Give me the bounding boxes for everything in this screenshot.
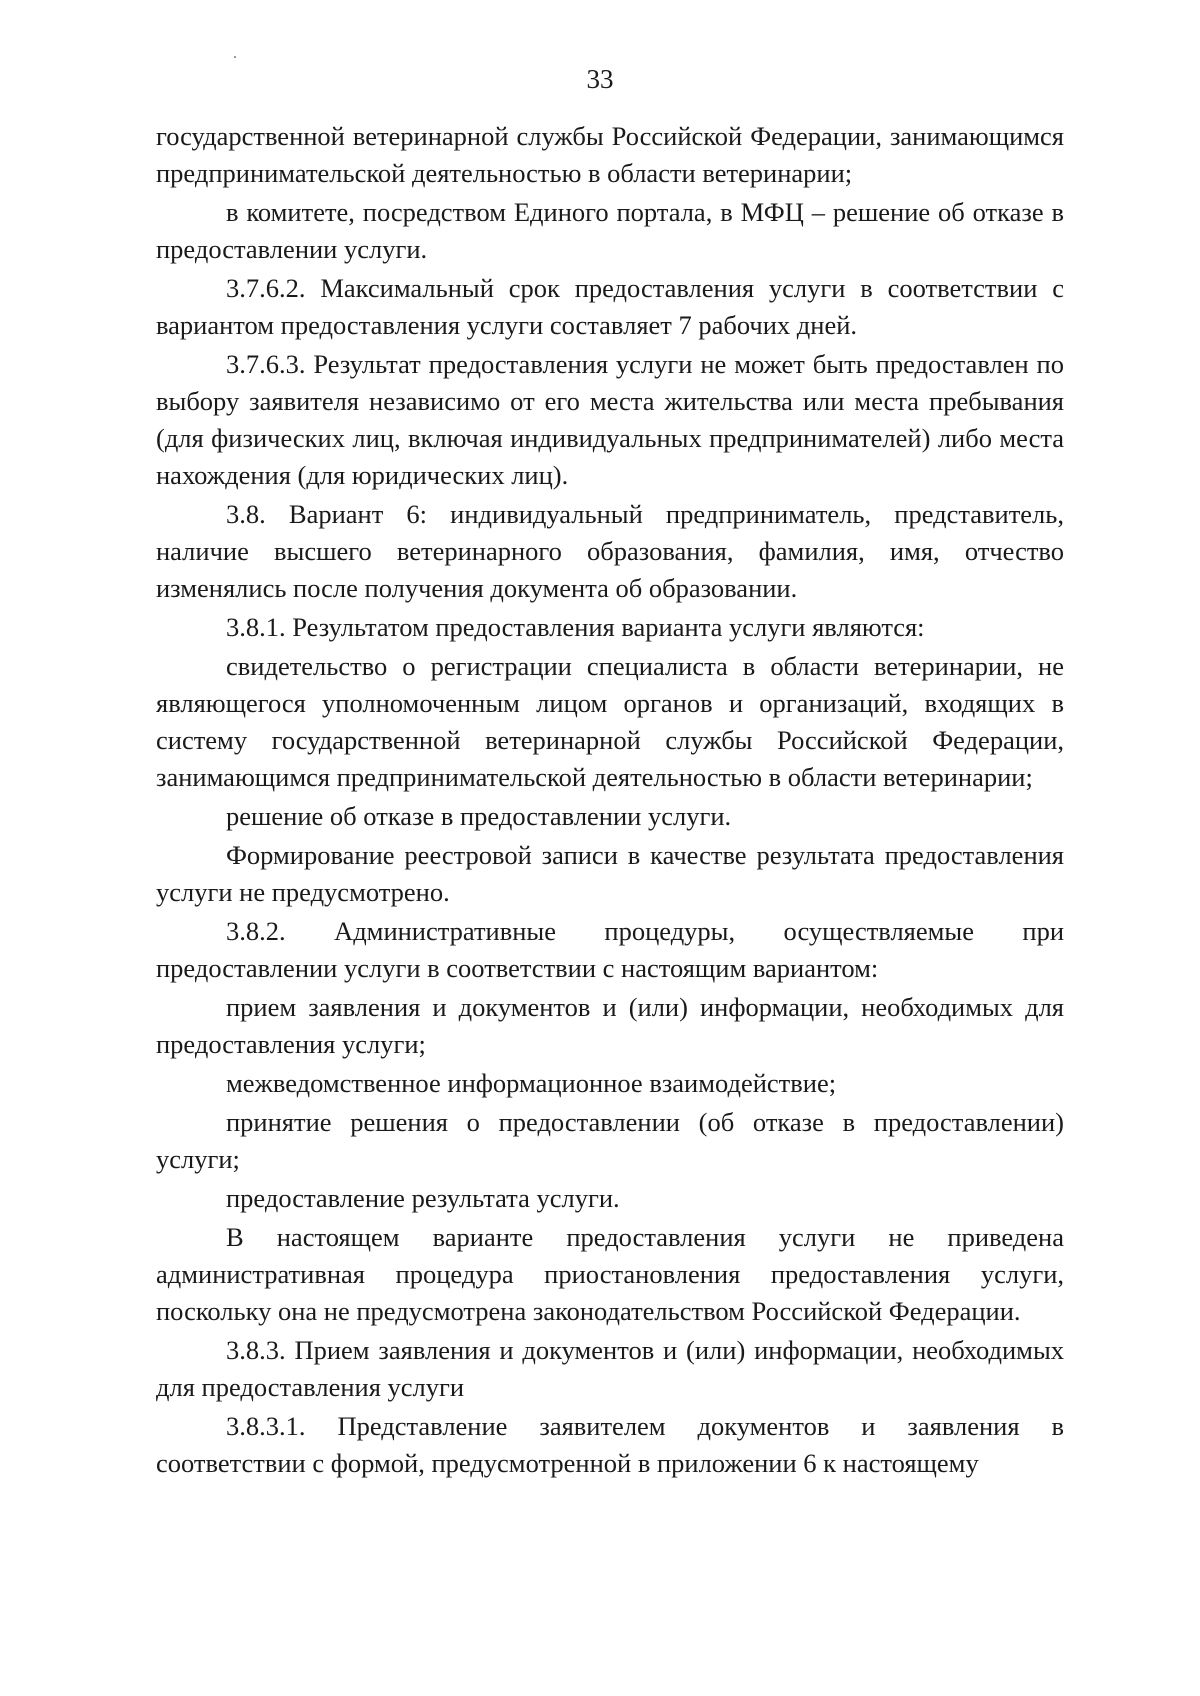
page-number: 33 bbox=[586, 64, 614, 94]
paragraph-15: В настоящем варианте предоставления услуги не приведена административная процедура приостановления предоставления услуги, поскольку она не предусмотрена законодательством Российской Федерации. bbox=[156, 1222, 1064, 1326]
paragraph-14: предоставление результата услуги. bbox=[226, 1183, 620, 1213]
paragraph-10: 3.8.2. Административные процедуры, осуществляемые при предоставлении услуги в соответствии с настоящим вариантом: bbox=[156, 916, 1064, 983]
paragraph-2: в комитете, посредством Единого портала, в МФЦ – решение об отказе в предоставлении услуги. bbox=[156, 197, 1064, 264]
paragraph-16: 3.8.3. Прием заявления и документов и (или) информации, необходимых для предоставления услуги bbox=[156, 1335, 1064, 1402]
paragraph-13: принятие решения о предоставлении (об отказе в предоставлении) услуги; bbox=[156, 1107, 1064, 1174]
paragraph-4: 3.7.6.3. Результат предоставления услуги не может быть предоставлен по выбору заявителя независимо от его места жительства или места пребывания (для физических лиц, включая индивидуальных предпринимателей) либо места нахождения (для юридических лиц). bbox=[156, 349, 1064, 490]
paragraph-11: прием заявления и документов и (или) информации, необходимых для предоставления услуги; bbox=[156, 992, 1064, 1059]
paragraph-12: межведомственное информационное взаимодействие; bbox=[226, 1068, 837, 1098]
paragraph-9: Формирование реестровой записи в качестве результата предоставления услуги не предусмотрено. bbox=[156, 840, 1064, 907]
paragraph-1: государственной ветеринарной службы Российской Федерации, занимающимся предпринимательской деятельностью в области ветеринарии; bbox=[156, 121, 1064, 188]
paragraph-3: 3.7.6.2. Максимальный срок предоставления услуги в соответствии с вариантом предоставления услуги составляет 7 рабочих дней. bbox=[156, 273, 1064, 340]
paragraph-8: решение об отказе в предоставлении услуги. bbox=[226, 801, 732, 831]
paragraph-5: 3.8. Вариант 6: индивидуальный предприниматель, представитель, наличие высшего ветеринарного образования, фамилия, имя, отчество изменялись после получения документа об образовании. bbox=[156, 499, 1064, 603]
body-text bbox=[156, 118, 1064, 1482]
paragraph-6: 3.8.1. Результатом предоставления варианта услуги являются: bbox=[226, 612, 925, 642]
scan-speck bbox=[234, 56, 236, 58]
paragraph-7: свидетельство о регистрации специалиста в области ветеринарии, не являющегося уполномоченным лицом органов и организаций, входящих в систему государственной ветеринарной службы Российской Федерации, занимающимся предпринимательской деятельностью в области ветеринарии; bbox=[156, 651, 1064, 792]
paragraph-17: 3.8.3.1. Представление заявителем документов и заявления в соответствии с формой, предусмотренной в приложении 6 к настоящему bbox=[156, 1411, 1064, 1478]
